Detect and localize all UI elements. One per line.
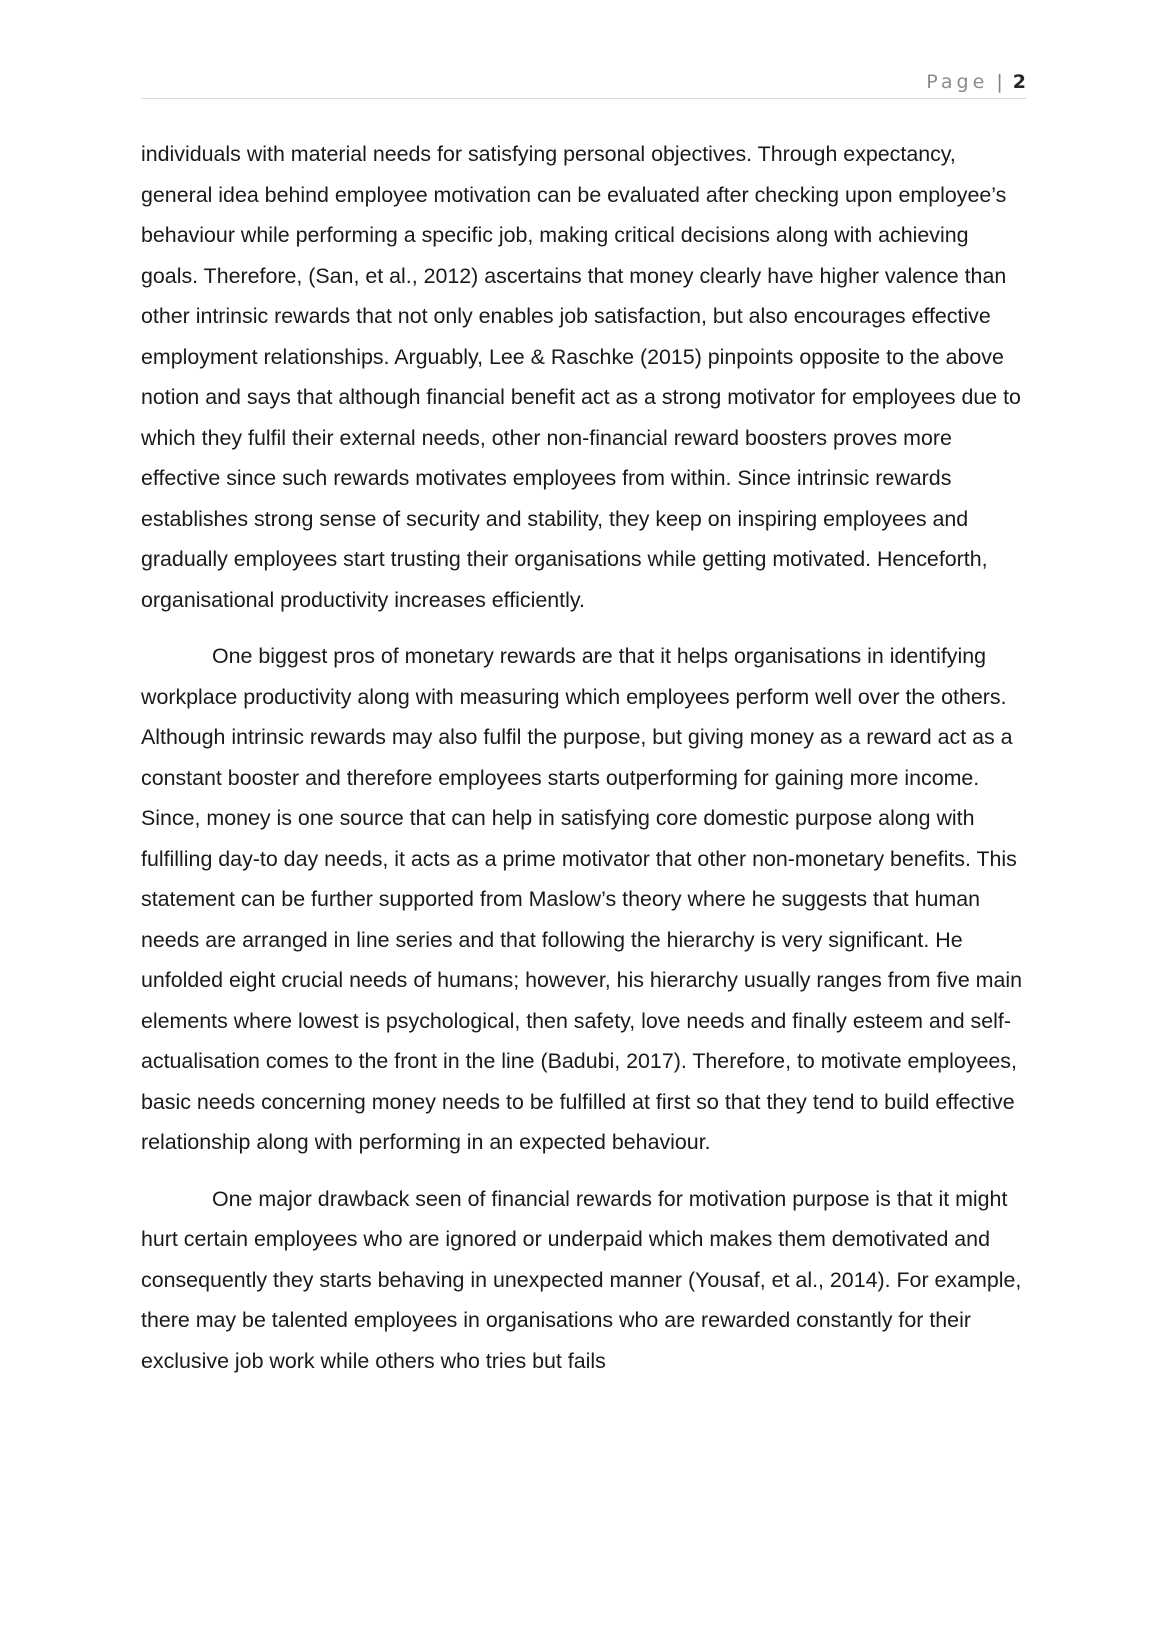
page-header bbox=[141, 68, 1026, 99]
page-separator: | bbox=[996, 71, 1003, 93]
paragraph: One major drawback seen of financial rewards for motivation purpose is that it might hurt certain employees who are ignored or underpaid which makes them demotivated and consequently they starts behaving in unexpected manner (Yousaf, et al., 2014). For example, there may be talented employees in organisations who are rewarded constantly for their exclusive job work while others who tries but fails bbox=[141, 1186, 1022, 1373]
page-number-value: 2 bbox=[1012, 71, 1026, 93]
page-number bbox=[926, 70, 1026, 94]
paragraph: individuals with material needs for satisfying personal objectives. Through expectancy, general idea behind employee motivation can be evaluated after checking upon employee’s behaviour while performing a specific job, making critical decisions along with achieving goals. Therefore, (San, et al., 2012) ascertains that money clearly have higher valence than other intrinsic rewards that not only enables job satisfaction, but also encourages effective employment relationships. Arguably, Lee & Raschke (2015) pinpoints opposite to the above notion and says that although financial benefit act as a strong motivator for employees due to which they fulfil their external needs, other non-financial reward boosters proves more effective since such rewards motivates employees from within. Since intrinsic rewards establishes strong sense of security and stability, they keep on inspiring employees and gradually employees start trusting their organisations while getting motivated. Henceforth, organisational productivity increases efficiently. bbox=[141, 142, 1021, 612]
paragraph: One biggest pros of monetary rewards are that it helps organisations in identifying workplace productivity along with measuring which employees perform well over the others. Although intrinsic rewards may also fulfil the purpose, but giving money as a reward act as a constant booster and therefore employees starts outperforming for gaining more income. Since, money is one source that can help in satisfying core domestic purpose along with fulfilling day-to day needs, it acts as a prime motivator that other non-monetary benefits. This statement can be further supported from Maslow’s theory where he suggests that human needs are arranged in line series and that following the hierarchy is very significant. He unfolded eight crucial needs of humans; however, his hierarchy usually ranges from five main elements where lowest is psychological, then safety, love needs and finally esteem and self-actualisation comes to the front in the line (Badubi, 2017). Therefore, to motivate employees, basic needs concerning money needs to be fulfilled at first so that they tend to build effective relationship along with performing in an expected behaviour. bbox=[141, 644, 1023, 1154]
page-label: Page bbox=[926, 71, 989, 93]
document-body bbox=[141, 134, 1031, 1397]
